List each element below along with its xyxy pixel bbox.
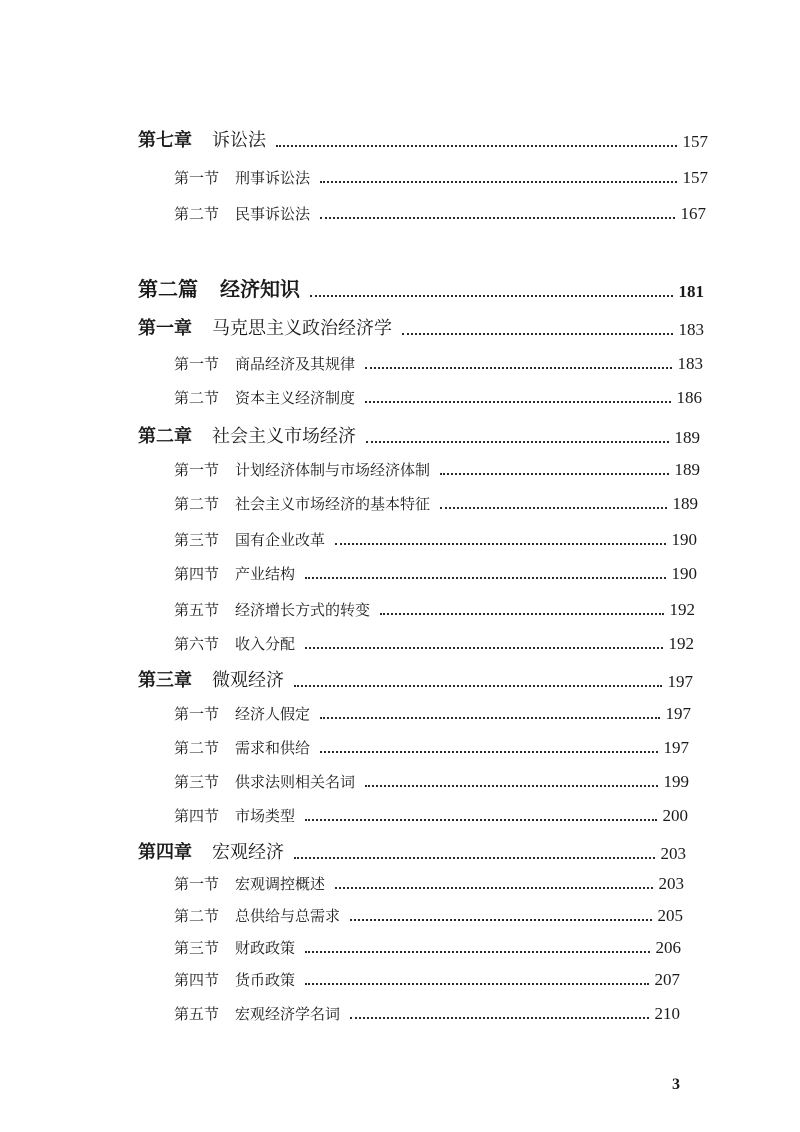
toc-entry-page: 189: [674, 428, 700, 447]
dot-leader: [305, 819, 656, 821]
dot-leader: [365, 785, 657, 787]
toc-entry-number: 第二节: [174, 495, 220, 513]
toc-entry-number: 第四节: [174, 807, 220, 825]
toc-entry-page: 157: [682, 132, 708, 151]
toc-entry-label: [174, 771, 355, 792]
toc-entry-number: 第二节: [174, 389, 220, 407]
toc-entry-label: [174, 529, 325, 550]
dot-leader: [440, 473, 668, 475]
dot-leader: [305, 983, 648, 985]
toc-entry-label: [174, 1003, 340, 1024]
toc-entry-label: [138, 314, 392, 340]
toc-entry-section: [174, 460, 700, 480]
toc-entry-page: 206: [655, 938, 681, 957]
toc-entry-page: 190: [671, 530, 697, 549]
toc-entry-number: 第二节: [174, 739, 220, 757]
toc-entry-title: 宏观经济学名词: [235, 1005, 341, 1023]
toc-entry-label: [174, 353, 355, 374]
dot-leader: [402, 333, 673, 335]
toc-entry-page: 189: [674, 460, 700, 479]
dot-leader: [305, 951, 649, 953]
toc-entry-label: [174, 873, 325, 894]
toc-entry-page: 189: [672, 494, 698, 513]
toc-entry-section: [174, 938, 681, 958]
toc-entry-page: 197: [665, 704, 691, 723]
dot-leader: [366, 441, 669, 443]
toc-entry-page: 203: [660, 844, 686, 863]
toc-entry-title: 市场类型: [235, 807, 296, 825]
toc-entry-title: 产业结构: [235, 565, 296, 583]
toc-entry-section: [174, 738, 689, 758]
toc-entry-title: 货币政策: [235, 971, 296, 989]
dot-leader: [440, 507, 666, 509]
toc-entry-chapter: [138, 316, 704, 340]
toc-entry-chapter: [138, 128, 708, 152]
toc-entry-number: 第四节: [174, 565, 220, 583]
toc-entry-number: 第二篇: [138, 277, 198, 301]
toc-entry-page: 199: [663, 772, 689, 791]
dot-leader: [320, 217, 674, 219]
toc-entry-page: 157: [682, 168, 708, 187]
toc-entry-number: 第一章: [138, 318, 192, 339]
toc-entry-title: 社会主义市场经济: [212, 426, 356, 447]
dot-leader: [310, 295, 673, 297]
toc-entry-number: 第六节: [174, 635, 220, 653]
toc-entry-number: 第五节: [174, 601, 220, 619]
toc-entry-label: [174, 937, 295, 958]
page-number: 3: [672, 1076, 680, 1093]
toc-entry-label: [174, 703, 310, 724]
toc-entry-number: 第三章: [138, 670, 192, 691]
toc-entry-chapter: [138, 668, 693, 692]
toc-entry-page: 205: [657, 906, 683, 925]
toc-entry-number: 第七章: [138, 130, 192, 151]
toc-entry-page: 167: [680, 204, 706, 223]
dot-leader: [350, 1017, 648, 1019]
toc-entry-section: [174, 600, 695, 620]
toc-entry-section: [174, 772, 689, 792]
toc-entry-label: [174, 459, 430, 480]
toc-entry-title: 国有企业改革: [235, 531, 326, 549]
toc-entry-page: 197: [663, 738, 689, 757]
toc-entry-page: 207: [654, 970, 680, 989]
toc-entry-section: [174, 1004, 680, 1024]
dot-leader: [335, 543, 665, 545]
toc-entry-section: [174, 388, 702, 408]
toc-entry-label: [174, 905, 340, 926]
toc-entry-section: [174, 970, 680, 990]
toc-entry-number: 第一节: [174, 169, 220, 187]
toc-entry-chapter: [138, 840, 686, 864]
toc-entry-number: 第四章: [138, 842, 192, 863]
toc-entry-number: 第三节: [174, 773, 220, 791]
toc-entry-page: 181: [678, 282, 704, 301]
toc-entry-label: [174, 203, 310, 224]
toc-entry-section: [174, 168, 708, 188]
toc-entry-title: 民事诉讼法: [235, 205, 311, 223]
dot-leader: [365, 367, 671, 369]
toc-entry-title: 马克思主义政治经济学: [212, 318, 392, 339]
toc-entry-number: 第一节: [174, 705, 220, 723]
toc-entry-title: 资本主义经济制度: [235, 389, 356, 407]
toc-entry-label: [174, 599, 370, 620]
toc-entry-page: 183: [678, 320, 704, 339]
toc-entry-title: 诉讼法: [212, 130, 266, 151]
toc-entry-title: 需求和供给: [235, 739, 311, 757]
toc-entry-label: [174, 563, 295, 584]
toc-entry-number: 第三节: [174, 939, 220, 957]
toc-entry-label: [138, 273, 300, 302]
toc-entry-label: [138, 666, 284, 692]
toc-entry-label: [174, 737, 310, 758]
toc-entry-page: 190: [671, 564, 697, 583]
dot-leader: [305, 647, 662, 649]
dot-leader: [294, 685, 662, 687]
toc-entry-section: [174, 204, 706, 224]
toc-entry-section: [174, 874, 684, 894]
toc-entry-title: 经济知识: [220, 277, 300, 301]
toc-entry-chapter: [138, 424, 700, 448]
toc-entry-title: 财政政策: [235, 939, 296, 957]
toc-entry-title: 经济人假定: [235, 705, 311, 723]
toc-entry-label: [174, 387, 355, 408]
toc-entry-page: 192: [669, 600, 695, 619]
toc-entry-label: [138, 126, 266, 152]
toc-entry-label: [174, 167, 310, 188]
toc-entry-label: [174, 969, 295, 990]
toc-entry-title: 社会主义市场经济的基本特征: [235, 495, 431, 513]
toc-entry-title: 商品经济及其规律: [235, 355, 356, 373]
toc-entry-title: 宏观经济: [212, 842, 284, 863]
toc-entry-label: [138, 838, 284, 864]
toc-entry-section: [174, 704, 691, 724]
toc-entry-number: 第二节: [174, 907, 220, 925]
toc-entry-number: 第四节: [174, 971, 220, 989]
toc-entry-title: 总供给与总需求: [235, 907, 341, 925]
dot-leader: [276, 145, 677, 147]
toc-entry-number: 第二章: [138, 426, 192, 447]
dot-leader: [380, 613, 663, 615]
toc-entry-number: 第二节: [174, 205, 220, 223]
toc-entry-page: 200: [662, 806, 688, 825]
toc-entry-section: [174, 530, 697, 550]
dot-leader: [320, 717, 659, 719]
dot-leader: [350, 919, 651, 921]
toc-entry-section: [174, 806, 688, 826]
toc-entry-page: 183: [677, 354, 703, 373]
dot-leader: [365, 401, 670, 403]
dot-leader: [320, 181, 676, 183]
toc-entry-label: [174, 493, 430, 514]
toc-entry-number: 第一节: [174, 355, 220, 373]
toc-entry-section: [174, 494, 698, 514]
toc-entry-title: 收入分配: [235, 635, 296, 653]
toc-entry-page: 197: [667, 672, 693, 691]
toc-entry-title: 宏观调控概述: [235, 875, 326, 893]
toc-entry-page: 192: [668, 634, 694, 653]
toc-entry-label: [138, 422, 356, 448]
toc-entry-title: 刑事诉讼法: [235, 169, 311, 187]
toc-entry-page: 210: [654, 1004, 680, 1023]
toc-entry-section: [174, 564, 697, 584]
dot-leader: [320, 751, 657, 753]
toc-entry-section: [174, 354, 703, 374]
dot-leader: [294, 857, 655, 859]
toc-entry-page: 203: [658, 874, 684, 893]
toc-entry-number: 第三节: [174, 531, 220, 549]
dot-leader: [335, 887, 652, 889]
toc-entry-title: 微观经济: [212, 670, 284, 691]
toc-entry-label: [174, 633, 295, 654]
toc-entry-title: 经济增长方式的转变: [235, 601, 371, 619]
toc-entry-label: [174, 805, 295, 826]
toc-entry-section: [174, 906, 683, 926]
toc-entry-section: [174, 634, 694, 654]
toc-entry-title: 计划经济体制与市场经济体制: [235, 461, 431, 479]
dot-leader: [305, 577, 665, 579]
toc-entry-page: 186: [676, 388, 702, 407]
toc-entry-number: 第一节: [174, 461, 220, 479]
toc-entry-part: [138, 276, 704, 302]
toc-entry-title: 供求法则相关名词: [235, 773, 356, 791]
toc-entry-number: 第五节: [174, 1005, 220, 1023]
toc-entry-number: 第一节: [174, 875, 220, 893]
